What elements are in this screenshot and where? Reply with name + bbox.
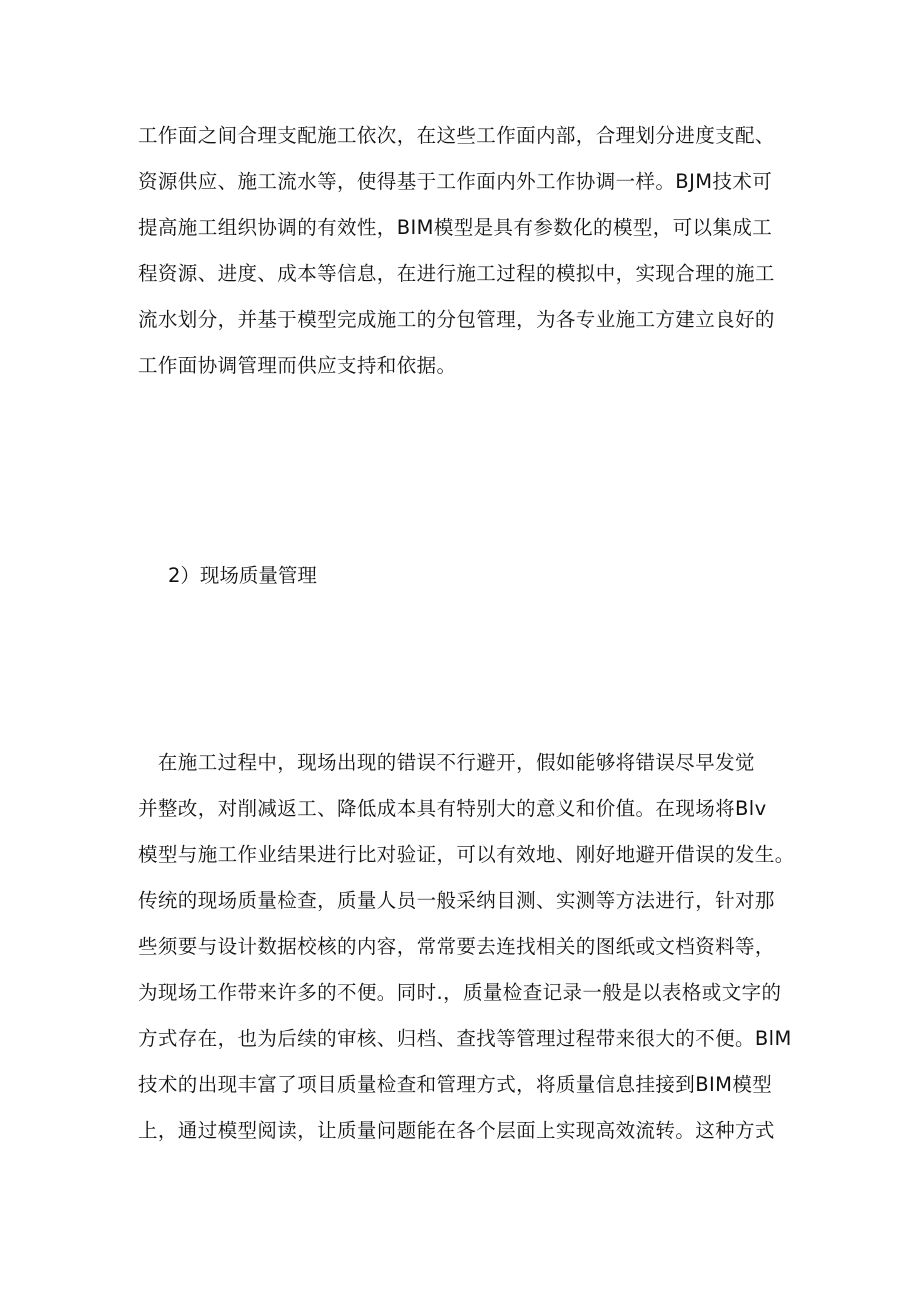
paragraph-1-line-3: 提高施工组织协调的有效性，BIM模型是具有参数化的模型，可以集成工: [138, 216, 773, 239]
paragraph-2-line-1: 在施工过程中，现场出现的错误不行避开，假如能够将错误尽早发觉: [138, 751, 755, 774]
paragraph-1-line-2: 资源供应、施工流水等，使得基于工作面内外工作协调一样。BJM技术可: [138, 170, 773, 193]
paragraph-2-line-7: 方式存在，也为后续的审核、归档、查找等管理过程带来很大的不便。BlM: [138, 1027, 792, 1050]
paragraph-1-line-1: 工作面之间合理支配施工依次，在这些工作面内部，合理划分进度支配、: [138, 124, 775, 147]
paragraph-1-line-5: 流水划分，并基于模型完成施工的分包管理，为各专业施工方建立良好的: [138, 308, 775, 331]
paragraph-2-line-4: 传统的现场质量检查，质量人员一般采纳目测、实测等方法进行，针对那: [138, 889, 775, 912]
paragraph-2-line-5: 些须要与设计数据校核的内容，常常要去连找相关的图纸或文档资料等，: [138, 935, 775, 958]
paragraph-2-line-9: 上，通过模型阅读，让质量问题能在各个层面上实现高效流转。这种方式: [138, 1119, 775, 1142]
paragraph-2-line-3: 模型与施工作业结果进行比对验证，可以有效地、刚好地避开借误的发生。: [138, 843, 795, 866]
paragraph-1-line-4: 程资源、进度、成本等信息，在进行施工过程的模拟中，实现合理的施工: [138, 262, 775, 285]
paragraph-2-line-6: 为现场工作带来许多的不便。同时.，质量检查记录一般是以表格或文字的: [138, 981, 782, 1004]
section-heading: 2）现场质量管理: [168, 564, 317, 587]
paragraph-1-line-6: 工作面协调管理而供应支持和依据。: [138, 354, 457, 377]
paragraph-2-line-8: 技术的出现丰富了项目质量检查和管理方式，将质量信息挂接到BIM模型: [138, 1073, 773, 1096]
paragraph-2-line-2: 并整改，对削减返工、降低成本具有特别大的意义和价值。在现场将Blv: [138, 797, 767, 820]
